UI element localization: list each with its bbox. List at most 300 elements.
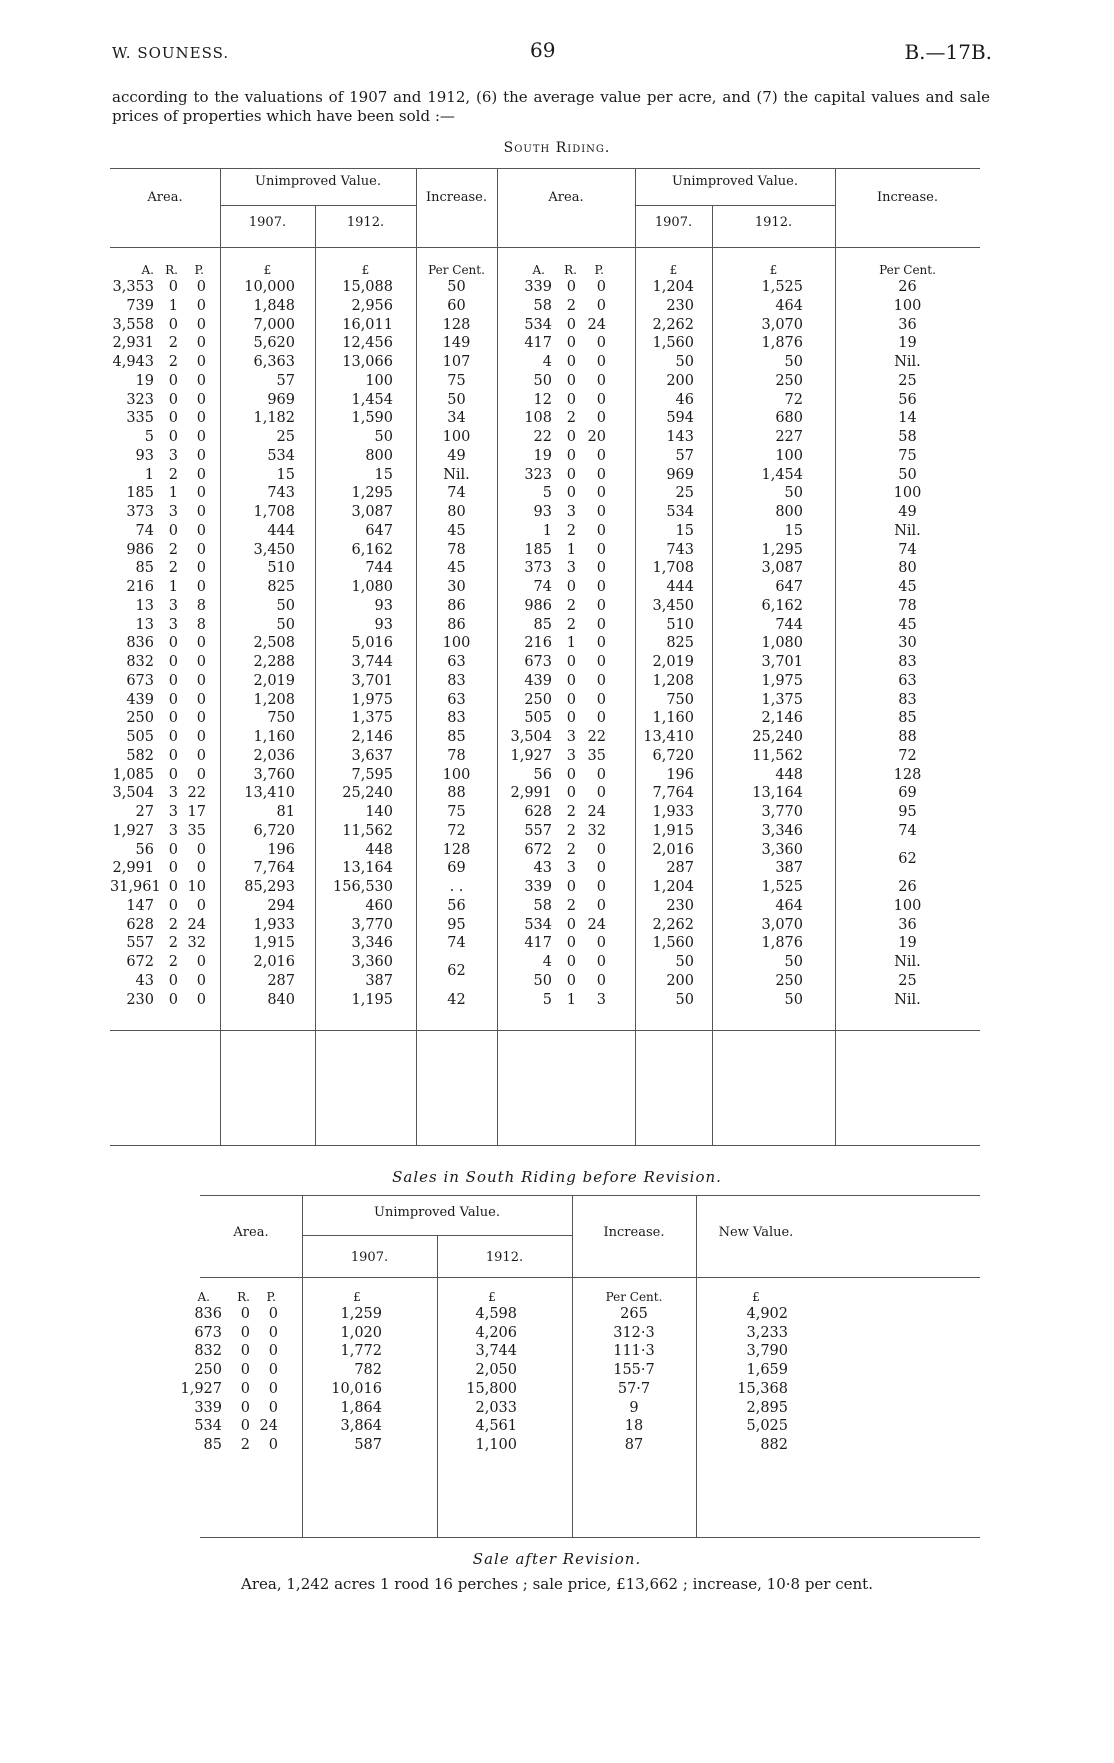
left-increase-cell: 60 <box>447 297 466 314</box>
left-perches-cell: 0 <box>196 410 206 427</box>
left-value-1907-cell: 969 <box>267 391 295 408</box>
t2-value-1907-cell: 10,016 <box>331 1380 382 1397</box>
right-acres-cell: 339 <box>524 879 552 895</box>
left-value-1907-cell: 15 <box>276 466 295 483</box>
t2-value-1907-cell: 1,259 <box>340 1306 382 1322</box>
right-value-1907-cell: 594 <box>666 410 694 427</box>
right-increase-cell: Nil. <box>894 991 921 1008</box>
left-perches-cell: 0 <box>196 672 206 689</box>
right-increase-cell: 95 <box>898 804 917 820</box>
right-value-1907-cell: 1,204 <box>652 279 694 295</box>
left-roods-cell: 0 <box>168 410 178 427</box>
left-value-1907-cell: 840 <box>267 991 295 1008</box>
left-increase-cell: 72 <box>447 822 466 839</box>
right-value-1912-cell: 11,562 <box>752 747 803 764</box>
right-acres-cell: 93 <box>533 504 552 520</box>
right-roods-cell: 0 <box>566 766 576 783</box>
left-roods-cell: 2 <box>168 560 178 577</box>
left-perches-cell: 0 <box>196 522 206 539</box>
left-value-1907-cell: 50 <box>276 616 295 633</box>
right-value-1912-cell: 3,070 <box>761 916 803 933</box>
left-perches-cell: 0 <box>196 954 206 970</box>
right-increase-cell: 100 <box>893 897 922 914</box>
right-value-1912-cell: 2,146 <box>761 710 803 727</box>
right-acres-cell: 673 <box>524 654 552 670</box>
left-roods-cell: 3 <box>168 597 178 614</box>
right-perches-cell: 0 <box>596 672 606 689</box>
right-value-1907-cell: 1,708 <box>652 560 694 577</box>
left-value-1912-cell: 2,146 <box>351 729 393 745</box>
right-value-1912-cell: 250 <box>775 372 803 389</box>
left-increase-cell: 86 <box>447 597 466 614</box>
left-acres-cell: 836 <box>126 635 154 652</box>
left-increase-cell: 50 <box>447 279 466 295</box>
right-perches-cell: 0 <box>596 522 606 539</box>
right-acres-cell: 19 <box>533 447 552 464</box>
right-increase-cell: 56 <box>898 391 917 408</box>
left-acres-cell: 230 <box>126 991 154 1008</box>
right-perches-cell: 24 <box>587 804 606 820</box>
right-value-1907-cell: 196 <box>666 766 694 783</box>
left-value-1912-cell: 1,454 <box>351 391 393 408</box>
t2-acres-cell: 250 <box>194 1362 222 1379</box>
left-increase-cell: 78 <box>447 747 466 764</box>
left-value-1907-cell: 2,019 <box>253 672 295 689</box>
t2-header-area: Area. <box>233 1225 269 1240</box>
t2-header-unimproved: Unimproved Value. <box>374 1205 500 1220</box>
right-value-1912-cell: 464 <box>775 297 803 314</box>
right-acres-cell: 58 <box>533 897 552 914</box>
right-value-1907-cell: 6,720 <box>652 747 694 764</box>
t2-perches-cell: 0 <box>268 1436 278 1453</box>
left-acres-cell: 739 <box>126 297 154 314</box>
left-value-1912-cell: 1,080 <box>351 579 393 595</box>
left-value-1907-cell: 1,182 <box>253 410 295 427</box>
left-value-1907-cell: 6,720 <box>253 822 295 839</box>
right-perches-cell: 0 <box>596 785 606 802</box>
right-value-1912-cell: 3,346 <box>761 822 803 839</box>
unit-label: £ <box>752 1290 760 1304</box>
right-roods-cell: 0 <box>566 785 576 802</box>
left-value-1907-cell: 444 <box>267 522 295 539</box>
left-roods-cell: 2 <box>168 466 178 483</box>
header-area-right: Area. <box>548 190 584 205</box>
left-roods-cell: 0 <box>168 897 178 914</box>
left-value-1907-cell: 3,450 <box>253 541 295 558</box>
right-acres-cell: 323 <box>524 466 552 483</box>
t2-value-1907-cell: 587 <box>354 1436 382 1453</box>
left-increase-cell: 45 <box>447 522 466 539</box>
table1-caption: South Riding. <box>503 140 611 156</box>
header-increase-right: Increase. <box>877 190 938 205</box>
left-increase-cell: 80 <box>447 504 466 520</box>
left-value-1907-cell: 2,036 <box>253 747 295 764</box>
left-perches-cell: 0 <box>196 447 206 464</box>
left-perches-cell: 35 <box>187 822 206 839</box>
right-increase-cell: 78 <box>898 597 917 614</box>
left-acres-cell: 19 <box>135 372 154 389</box>
left-perches-cell: 0 <box>196 635 206 652</box>
t2-value-1912-cell: 15,800 <box>466 1380 517 1397</box>
left-perches-cell: 0 <box>196 541 206 558</box>
right-increase-cell: 58 <box>898 429 917 445</box>
left-value-1912-cell: 3,637 <box>351 747 393 764</box>
left-value-1907-cell: 2,508 <box>253 635 295 652</box>
right-acres-cell: 5 <box>542 485 552 502</box>
right-value-1907-cell: 1,208 <box>652 672 694 689</box>
right-perches-cell: 0 <box>596 879 606 895</box>
right-value-1912-cell: 387 <box>775 860 803 877</box>
left-increase-cell: 42 <box>447 991 466 1008</box>
right-value-1907-cell: 1,933 <box>652 804 694 820</box>
left-acres-cell: 505 <box>126 729 154 745</box>
right-roods-cell: 0 <box>566 372 576 389</box>
t2-roods-cell: 0 <box>240 1306 250 1322</box>
right-increase-cell: 14 <box>898 410 917 427</box>
sales-before-revision-table <box>180 1195 980 1540</box>
header-unimproved-right: Unimproved Value. <box>672 174 798 189</box>
left-perches-cell: 0 <box>196 429 206 445</box>
right-increase-cell: Nil. <box>894 522 921 539</box>
right-perches-cell: 0 <box>596 466 606 483</box>
left-roods-cell: 1 <box>168 297 178 314</box>
right-value-1907-cell: 969 <box>666 466 694 483</box>
right-value-1907-cell: 2,016 <box>652 841 694 858</box>
unit-label: £ <box>669 263 678 277</box>
left-roods-cell: 0 <box>168 672 178 689</box>
right-value-1907-cell: 50 <box>675 354 694 370</box>
right-value-1907-cell: 1,915 <box>652 822 694 839</box>
right-acres-cell: 4 <box>542 954 552 970</box>
t2-value-1912-cell: 4,206 <box>475 1324 517 1341</box>
right-value-1912-cell: 1,525 <box>761 279 803 295</box>
left-increase-cell: 83 <box>447 672 466 689</box>
right-value-1912-cell: 3,701 <box>761 654 803 670</box>
left-value-1912-cell: 5,016 <box>351 635 393 652</box>
right-increase-cell: 19 <box>898 935 917 952</box>
right-value-1912-cell: 1,975 <box>761 672 803 689</box>
right-value-1912-cell: 744 <box>775 616 803 633</box>
right-value-1912-cell: 100 <box>775 447 803 464</box>
left-perches-cell: 8 <box>196 616 206 633</box>
left-value-1907-cell: 2,016 <box>253 954 295 970</box>
right-acres-cell: 50 <box>533 372 552 389</box>
right-value-1907-cell: 534 <box>666 504 694 520</box>
t2-header-1912: 1912. <box>485 1250 524 1265</box>
t2-new-value-cell: 3,790 <box>746 1343 788 1360</box>
left-acres-cell: 27 <box>135 804 154 820</box>
left-value-1912-cell: 100 <box>365 372 393 389</box>
right-value-1907-cell: 2,262 <box>652 316 694 333</box>
right-roods-cell: 0 <box>566 916 576 933</box>
left-value-1912-cell: 15,088 <box>342 279 393 295</box>
left-value-1912-cell: 93 <box>374 616 393 633</box>
right-perches-cell: 3 <box>596 991 606 1008</box>
t2-perches-cell: 0 <box>268 1306 278 1322</box>
south-riding-table <box>110 168 980 1153</box>
right-value-1907-cell: 200 <box>666 372 694 389</box>
left-value-1907-cell: 81 <box>276 804 295 820</box>
t2-increase-cell: 18 <box>624 1418 644 1435</box>
right-acres-cell: 505 <box>524 710 552 727</box>
left-acres-cell: 439 <box>126 691 154 708</box>
right-roods-cell: 0 <box>566 691 576 708</box>
left-roods-cell: 3 <box>168 822 178 839</box>
right-perches-cell: 0 <box>596 710 606 727</box>
right-value-1907-cell: 3,450 <box>652 597 694 614</box>
right-roods-cell: 0 <box>566 391 576 408</box>
left-increase-cell: 100 <box>442 635 471 652</box>
left-roods-cell: 0 <box>168 710 178 727</box>
left-increase-cell: 100 <box>442 429 471 445</box>
right-value-1907-cell: 25 <box>675 485 694 502</box>
left-roods-cell: 0 <box>168 841 178 858</box>
right-roods-cell: 1 <box>566 991 576 1008</box>
t2-roods-cell: 2 <box>240 1436 250 1453</box>
left-increase-cell: 49 <box>447 447 466 464</box>
right-value-1907-cell: 1,160 <box>652 710 694 727</box>
right-value-1912-cell: 15 <box>784 522 803 539</box>
right-increase-cell: 80 <box>898 560 917 577</box>
t2-roods-cell: 0 <box>240 1418 250 1435</box>
right-acres-cell: 43 <box>533 860 552 877</box>
right-value-1907-cell: 750 <box>666 691 694 708</box>
t2-header-new-value: New Value. <box>718 1225 794 1240</box>
left-increase-cell: 30 <box>447 579 466 595</box>
right-increase-cell: 63 <box>898 672 917 689</box>
left-roods-cell: 0 <box>168 860 178 877</box>
right-acres-cell: 185 <box>524 541 552 558</box>
right-value-1912-cell: 680 <box>775 410 803 427</box>
t2-roods-cell: 0 <box>240 1324 250 1341</box>
left-acres-cell: 373 <box>126 504 154 520</box>
left-roods-cell: 0 <box>168 766 178 783</box>
unit-label: Per Cent. <box>428 263 485 277</box>
right-perches-cell: 24 <box>587 316 606 333</box>
left-perches-cell: 0 <box>196 841 206 858</box>
left-increase-cell: 95 <box>447 916 466 933</box>
right-perches-cell: 0 <box>596 504 606 520</box>
t2-acres-cell: 832 <box>194 1343 222 1360</box>
header-1907-right: 1907. <box>654 215 693 230</box>
left-value-1907-cell: 25 <box>276 429 295 445</box>
left-roods-cell: 0 <box>168 429 178 445</box>
left-roods-cell: 3 <box>168 785 178 802</box>
left-value-1907-cell: 534 <box>267 447 295 464</box>
left-roods-cell: 3 <box>168 804 178 820</box>
right-roods-cell: 0 <box>566 316 576 333</box>
left-perches-cell: 0 <box>196 391 206 408</box>
left-value-1907-cell: 287 <box>267 972 295 989</box>
intro-paragraph: according to the valuations of 1907 and 1912, (6) the average value per acre, and (7) the capital values and sale prices of properties which have been sold :— <box>112 88 990 125</box>
right-perches-cell: 0 <box>596 766 606 783</box>
right-perches-cell: 35 <box>587 747 606 764</box>
left-roods-cell: 2 <box>168 954 178 970</box>
right-value-1912-cell: 13,164 <box>752 785 803 802</box>
left-roods-cell: 0 <box>168 654 178 670</box>
right-perches-cell: 32 <box>587 822 606 839</box>
t2-value-1907-cell: 3,864 <box>340 1418 382 1435</box>
left-perches-cell: 0 <box>196 354 206 370</box>
right-perches-cell: 0 <box>596 972 606 989</box>
t2-perches-cell: 0 <box>268 1343 278 1360</box>
right-roods-cell: 2 <box>566 522 576 539</box>
left-increase-cell: 85 <box>447 729 466 745</box>
left-roods-cell: 2 <box>168 935 178 952</box>
left-perches-cell: 24 <box>187 916 206 933</box>
t2-perches-cell: 0 <box>268 1324 278 1341</box>
left-value-1907-cell: 1,848 <box>253 297 295 314</box>
right-value-1912-cell: 50 <box>784 485 803 502</box>
right-roods-cell: 0 <box>566 972 576 989</box>
left-perches-cell: 0 <box>196 504 206 520</box>
left-acres-cell: 323 <box>126 391 154 408</box>
t2-increase-cell: 9 <box>629 1399 639 1416</box>
left-value-1907-cell: 1,708 <box>253 504 295 520</box>
right-increase-cell: 19 <box>898 335 917 352</box>
left-value-1912-cell: 448 <box>365 841 393 858</box>
right-value-1912-cell: 72 <box>784 391 803 408</box>
t2-perches-cell: 0 <box>268 1362 278 1379</box>
left-perches-cell: 0 <box>196 335 206 352</box>
left-perches-cell: 0 <box>196 972 206 989</box>
right-value-1912-cell: 3,087 <box>761 560 803 577</box>
left-perches-cell: 0 <box>196 710 206 727</box>
right-acres-cell: 12 <box>533 391 552 408</box>
right-value-1907-cell: 2,262 <box>652 916 694 933</box>
right-increase-cell: Nil. <box>894 354 921 370</box>
left-roods-cell: 2 <box>168 916 178 933</box>
left-value-1907-cell: 5,620 <box>253 335 295 352</box>
left-value-1912-cell: 3,360 <box>351 954 393 970</box>
left-increase-cell: 128 <box>442 841 471 858</box>
left-value-1912-cell: 2,956 <box>351 297 393 314</box>
right-value-1912-cell: 3,070 <box>761 316 803 333</box>
right-value-1912-cell: 50 <box>784 954 803 970</box>
t2-acres-cell: 534 <box>194 1418 222 1435</box>
right-acres-cell: 58 <box>533 297 552 314</box>
t2-increase-cell: 312·3 <box>613 1324 655 1341</box>
right-perches-cell: 0 <box>596 410 606 427</box>
right-value-1907-cell: 2,019 <box>652 654 694 670</box>
right-perches-cell: 20 <box>587 429 606 445</box>
t2-new-value-cell: 5,025 <box>746 1418 788 1435</box>
right-roods-cell: 0 <box>566 447 576 464</box>
left-acres-cell: 43 <box>135 972 154 989</box>
left-value-1912-cell: 1,195 <box>351 991 393 1008</box>
t2-new-value-cell: 882 <box>760 1436 788 1453</box>
left-acres-cell: 582 <box>126 747 154 764</box>
right-perches-cell: 0 <box>596 354 606 370</box>
left-increase-cell: 78 <box>447 541 466 558</box>
left-roods-cell: 2 <box>168 541 178 558</box>
left-roods-cell: 1 <box>168 579 178 595</box>
right-increase-cell: 26 <box>898 279 917 295</box>
right-perches-cell: 0 <box>596 597 606 614</box>
right-increase-cell: 45 <box>898 616 917 633</box>
left-increase-cell: 128 <box>442 316 471 333</box>
right-perches-cell: 0 <box>596 654 606 670</box>
left-roods-cell: 3 <box>168 616 178 633</box>
right-increase-cell: 69 <box>898 785 917 802</box>
table2-caption: Sales in South Riding before Revision. <box>392 1168 722 1186</box>
t2-perches-cell: 0 <box>268 1380 278 1397</box>
right-value-1907-cell: 825 <box>666 635 694 652</box>
left-value-1907-cell: 85,293 <box>244 879 295 895</box>
unit-label: £ <box>263 263 272 277</box>
left-value-1912-cell: 460 <box>365 897 393 914</box>
t2-new-value-cell: 1,659 <box>746 1362 788 1379</box>
right-value-1912-cell: 25,240 <box>752 729 803 745</box>
right-increase-cell: 85 <box>898 710 917 727</box>
right-perches-cell: 0 <box>596 447 606 464</box>
right-perches-cell: 0 <box>596 560 606 577</box>
left-increase-cell: 107 <box>442 354 471 370</box>
right-roods-cell: 0 <box>566 710 576 727</box>
left-roods-cell: 0 <box>168 691 178 708</box>
right-value-1907-cell: 143 <box>666 429 694 445</box>
left-roods-cell: 0 <box>168 879 178 895</box>
left-perches-cell: 0 <box>196 466 206 483</box>
right-perches-cell: 0 <box>596 485 606 502</box>
unit-label: £ <box>361 263 370 277</box>
t2-roods-cell: 0 <box>240 1362 250 1379</box>
left-value-1912-cell: 800 <box>365 447 393 464</box>
header-area-left: Area. <box>147 190 183 205</box>
right-increase-cell: 100 <box>893 485 922 502</box>
right-value-1912-cell: 50 <box>784 354 803 370</box>
left-value-1907-cell: 750 <box>267 710 295 727</box>
right-acres-cell: 628 <box>524 804 552 820</box>
right-value-1907-cell: 230 <box>666 297 694 314</box>
right-increase-cell: 75 <box>898 447 917 464</box>
left-increase-cell: 74 <box>447 935 466 952</box>
left-roods-cell: 2 <box>168 354 178 370</box>
left-acres-cell: 56 <box>135 841 154 858</box>
right-value-1912-cell: 448 <box>775 766 803 783</box>
left-perches-cell: 17 <box>187 804 206 820</box>
right-perches-cell: 0 <box>596 897 606 914</box>
left-acres-cell: 185 <box>126 485 154 502</box>
header-1912-right: 1912. <box>754 215 793 230</box>
left-roods-cell: 1 <box>168 485 178 502</box>
right-acres-cell: 439 <box>524 672 552 689</box>
left-acres-cell: 4,943 <box>112 354 154 370</box>
left-value-1912-cell: 156,530 <box>333 879 393 895</box>
unit-label: A. <box>141 263 154 277</box>
t2-new-value-cell: 15,368 <box>737 1380 788 1397</box>
right-value-1907-cell: 230 <box>666 897 694 914</box>
right-acres-cell: 534 <box>524 316 552 333</box>
right-acres-cell: 534 <box>524 916 552 933</box>
right-roods-cell: 0 <box>566 279 576 295</box>
left-roods-cell: 0 <box>168 279 178 295</box>
left-perches-cell: 0 <box>196 860 206 877</box>
right-acres-cell: 557 <box>524 822 552 839</box>
left-value-1912-cell: 3,346 <box>351 935 393 952</box>
left-value-1912-cell: 50 <box>374 429 393 445</box>
right-roods-cell: 0 <box>566 954 576 970</box>
right-roods-cell: 2 <box>566 822 576 839</box>
page-header <box>112 38 992 68</box>
left-increase-cell: 63 <box>447 691 466 708</box>
left-increase-cell: 63 <box>447 654 466 670</box>
left-value-1912-cell: 11,562 <box>342 822 393 839</box>
after-revision-caption: Sale after Revision. <box>472 1550 642 1568</box>
unit-label: A. <box>532 263 545 277</box>
right-roods-cell: 2 <box>566 616 576 633</box>
right-perches-cell: 0 <box>596 372 606 389</box>
